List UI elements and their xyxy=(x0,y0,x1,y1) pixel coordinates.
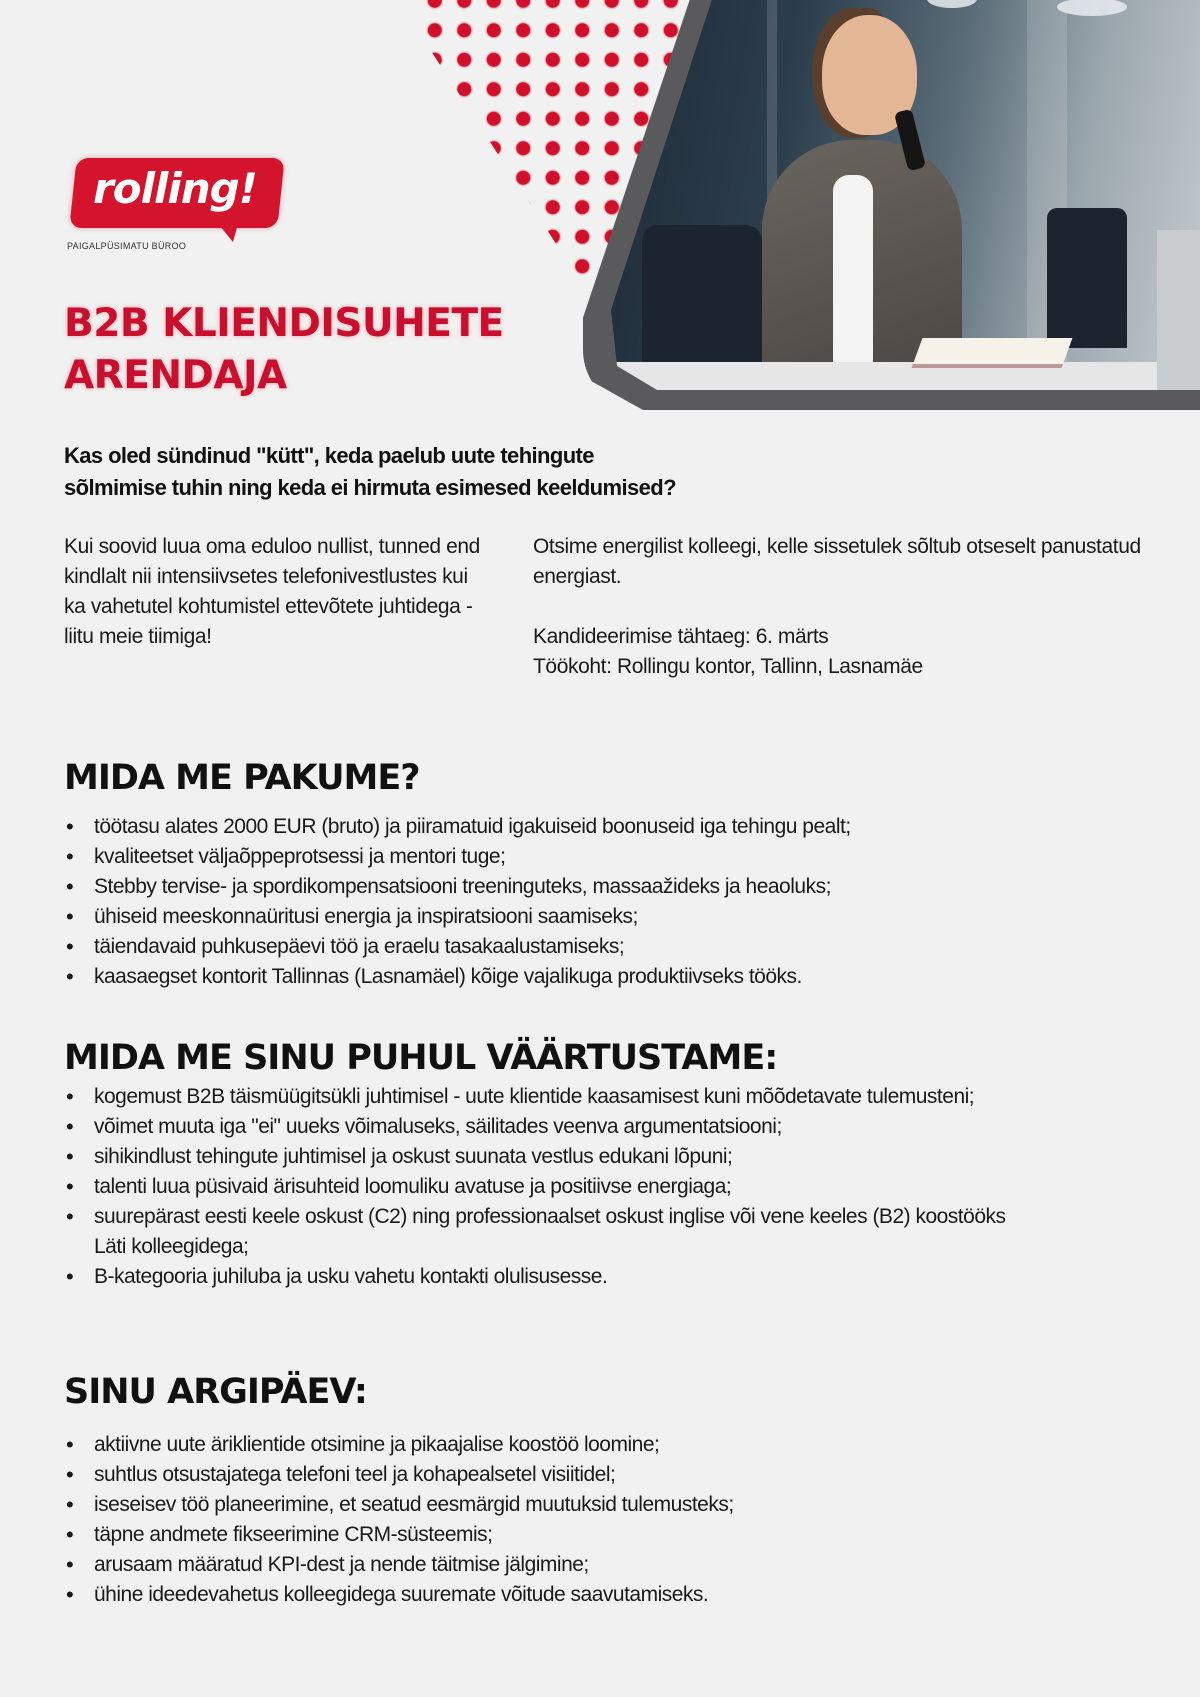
list-item: • kogemust B2B täismüügitsükli juhtimisel - uute klientide kaasamisest kuni mõõdetavate tulemusteni; xyxy=(64,1082,1024,1112)
list-item: • kvaliteetset väljaõppeprotsessi ja mentori tuge; xyxy=(64,842,1144,872)
section-heading: SINU ARGIPÄEV: xyxy=(64,1372,367,1412)
list-item: • iseseisev töö planeerimine, et seatud eesmärgid muutuksid tulemusteks; xyxy=(64,1490,1144,1520)
list-item: • ühiseid meeskonnaüritusi energia ja inspiratsiooni saamiseks; xyxy=(64,902,1144,932)
rolling-logo xyxy=(65,158,285,253)
offer-list xyxy=(64,812,1144,992)
section-daily-work xyxy=(64,1370,1144,1610)
intro-right-column xyxy=(533,532,1153,682)
list-item: • sihikindlust tehingute juhtimisel ja oskust suunata vestlus edukani lõpuni; xyxy=(64,1142,1024,1172)
work-location: Töökoht: Rollingu kontor, Tallinn, Lasnamäe xyxy=(533,655,923,678)
list-item: • talenti luua püsivaid ärisuhteid loomuliku avatuse ja positiivse energiaga; xyxy=(64,1172,1024,1202)
lead-line-2: sõlmimise tuhin ning keda ei hirmuta esimesed keeldumised? xyxy=(64,475,676,500)
list-item: • suhtlus otsustajatega telefoni teel ja kohapealsetel visiitidel; xyxy=(64,1460,1144,1490)
intro-left-paragraph: Kui soovid luua oma eduloo nullist, tunned end kindlalt nii intensiivsetes telefonivestlustes kui ka vahetutel kohtumistel ettevõtete juhtidega - liitu meie tiimiga! xyxy=(64,535,480,648)
lead-question xyxy=(64,440,824,504)
list-item: • töötasu alates 2000 EUR (bruto) ja piiramatuid igakuiseid boonuseid iga tehingu pealt; xyxy=(64,812,1144,842)
job-title xyxy=(64,298,504,402)
application-deadline: Kandideerimise tähtaeg: 6. märts xyxy=(533,625,829,648)
list-item: • täiendavaid puhkusepäevi töö ja eraelu tasakaalustamiseks; xyxy=(64,932,1144,962)
logo-tagline: PAIGALPÜSIMATU BÜROO xyxy=(67,241,187,251)
list-item: • täpne andmete fikseerimine CRM-süsteemis; xyxy=(64,1520,1144,1550)
list-item: • Stebby tervise- ja spordikompensatsiooni treeninguteks, massaažideks ja heaoluks; xyxy=(64,872,1144,902)
speech-bubble-tail xyxy=(215,220,239,242)
list-item: • arusaam määratud KPI-dest ja nende täitmise jälgimine; xyxy=(64,1550,1144,1580)
list-item: • suurepärast eesti keele oskust (C2) ning professionaalset oskust inglise või vene keeles (B2) koostööks Läti kolleegidega; xyxy=(64,1202,1024,1262)
lead-line-1: Kas oled sündinud "kütt", keda paelub uute tehingute xyxy=(64,443,594,468)
list-item: • võimet muuta iga "ei" uueks võimaluseks, säilitades veenva argumentatsiooni; xyxy=(64,1112,1024,1142)
list-item: • kaasaegset kontorit Tallinnas (Lasnamäel) kõige vajalikuga produktiivseks tööks. xyxy=(64,962,1144,992)
section-heading: MIDA ME PAKUME? xyxy=(64,758,420,798)
section-heading: MIDA ME SINU PUHUL VÄÄRTUSTAME: xyxy=(64,1038,778,1078)
daily-work-list xyxy=(64,1430,1144,1610)
list-item: • aktiivne uute äriklientide otsimine ja pikaajalise koostöö loomine; xyxy=(64,1430,1144,1460)
section-requirements xyxy=(64,1036,1144,1292)
requirements-list xyxy=(64,1082,1024,1292)
intro-right-paragraph: Otsime energilist kolleegi, kelle sissetulek sõltub otseselt panustatud energiast. xyxy=(533,535,1141,588)
list-item: • ühine ideedevahetus kolleegidega suuremate võitude saavutamiseks. xyxy=(64,1580,1144,1610)
list-item: • B-kategooria juhiluba ja usku vahetu kontakti olulisusesse. xyxy=(64,1262,1024,1292)
logo-wordmark: rolling! xyxy=(93,164,257,213)
job-title-line-2: ARENDAJA xyxy=(64,353,287,398)
section-offer xyxy=(64,756,1144,992)
job-title-line-1: B2B KLIENDISUHETE xyxy=(64,301,504,346)
